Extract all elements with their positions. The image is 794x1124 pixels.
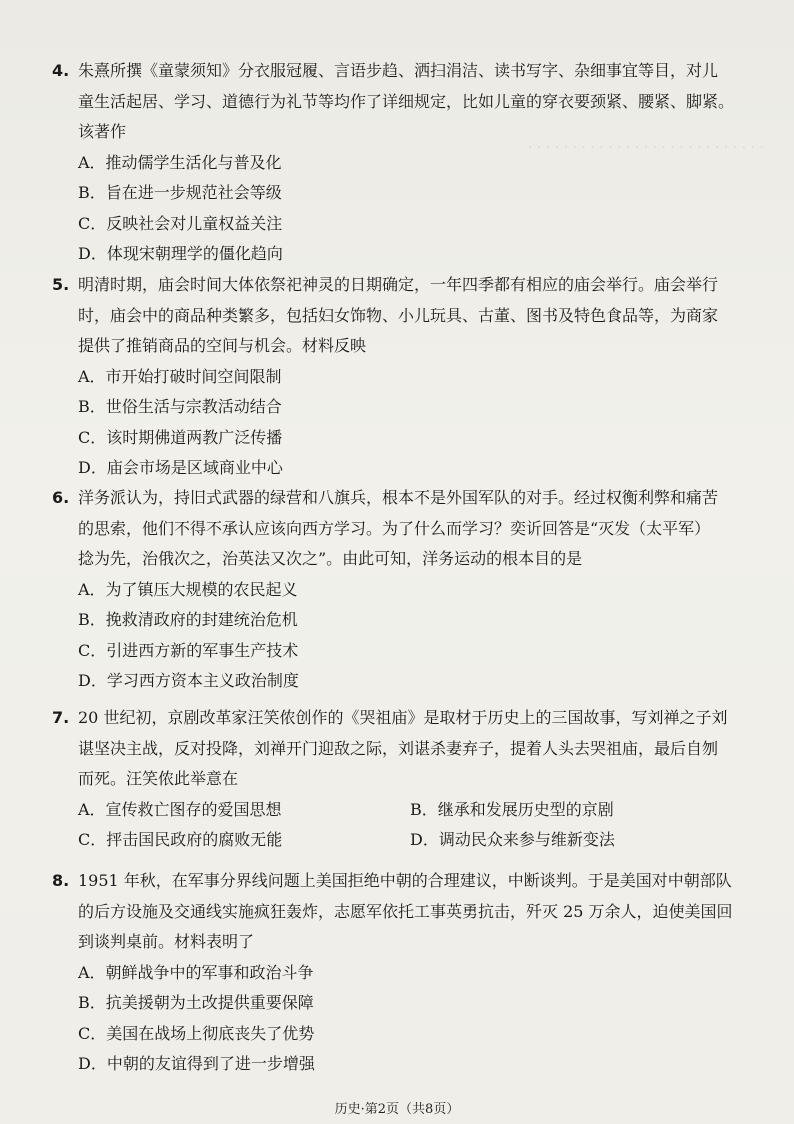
option-c: C．引进西方新的军事生产技术 [78,640,299,660]
option-b: B．世俗生活与宗教活动结合 [78,397,282,416]
question-stem-line: 提供了推销商品的空间与机会。材料反映 [78,336,367,355]
option-d: D．中朝的友谊得到了进一步增强 [78,1054,315,1073]
question-stem-line: 时，庙会中的商品种类繁多，包括妇女饰物、小儿玩具、古董、图书及特色食品等，为商家 [78,305,719,325]
question-number: 5. [52,275,70,294]
options-row [52,795,742,826]
option-c: C．反映社会对儿童权益关注 [78,213,283,233]
option-a: A．为了镇压大规模的农民起义 [78,579,298,599]
options-row [52,825,742,856]
option-b: B．抗美援朝为土改提供重要保障 [78,993,314,1012]
page-footer: 历史·第2页（共8页） [334,1102,460,1117]
question-stem-line: 到谈判桌前。材料表明了 [78,932,255,951]
question-stem-line: 20 世纪初，京剧改革家汪笑侬创作的《哭祖庙》是取材于历史上的三国故事，写刘禅之子刘 [78,708,728,727]
option-d: D．学习西方资本主义政治制度 [78,671,299,690]
question-number: 8. [52,871,70,890]
question-stem-line: 捻为先，治俄次之，治英法又次之”。由此可知，洋务运动的根本目的是 [78,549,583,568]
question-number: 6. [52,488,70,507]
option-a: A．宣传救亡图存的爱国思想 [78,799,282,819]
option-a: A．市开始打破时间空间限制 [78,366,282,386]
question-stem-line: 的思索，他们不得不承认应该向西方学习。为了什么而学习？奕䜣回答是“灭发（太平军） [78,518,711,538]
question-4 [52,56,742,270]
question-number: 7. [52,708,70,727]
question-6 [52,483,742,697]
option-b: B．继承和发展历史型的京剧 [410,799,614,819]
question-stem-line: 而死。汪笑侬此举意在 [78,769,239,788]
question-number: 4. [52,61,70,80]
question-5 [52,270,742,484]
option-b: B．挽救清政府的封建统治危机 [78,610,298,629]
option-d: D．庙会市场是区域商业中心 [78,458,283,477]
question-8 [52,866,742,1080]
option-c: C．该时期佛道两教广泛传播 [78,427,283,447]
question-stem-line: 明清时期，庙会时间大体依祭祀神灵的日期确定，一年四季都有相应的庙会举行。庙会举行 [78,275,719,294]
question-stem-line: 洋务派认为，持旧式武器的绿营和八旗兵，根本不是外国军队的对手。经过权衡利弊和痛苦 [78,488,719,507]
question-stem-line: 1951 年秋，在军事分界线问题上美国拒绝中朝的合理建议，中断谈判。于是美国对中朝部队 [78,871,732,890]
question-stem-line: 朱熹所撰《童蒙须知》分衣服冠履、言语步趋、洒扫涓洁、读书写字、杂细事宜等目，对儿 [78,61,719,80]
option-d: D．调动民众来参与维新变法 [410,830,615,849]
option-b: B．旨在进一步规范社会等级 [78,183,282,202]
option-a: A．推动儒学生活化与普及化 [78,152,282,172]
option-c: C．美国在战场上彻底丧失了优势 [78,1023,315,1043]
question-stem-line: 的后方设施及交通线实施疯狂轰炸，志愿军依托工事英勇抗击，歼灭 25 万余人，迫使美国回 [78,901,733,921]
option-d: D．体现宋朝理学的僵化趋向 [78,244,283,263]
option-c: C．抨击国民政府的腐败无能 [78,830,283,849]
bleed-through-text: · · · · · · · · · · · · · · · · · · · · · · · · · · · [528,140,764,156]
question-stem-line: 童生活起居、学习、道德行为礼节等均作了详细规定，比如儿童的穿衣要颈紧、腰紧、脚紧。 [78,91,735,111]
option-a: A．朝鲜战争中的军事和政治斗争 [78,962,314,982]
question-stem-line: 该著作 [78,122,127,141]
question-7 [52,703,742,856]
question-stem-line: 谌坚决主战，反对投降，刘禅开门迎敌之际，刘谌杀妻弃子，提着人头去哭祖庙，最后自刎 [78,738,719,758]
